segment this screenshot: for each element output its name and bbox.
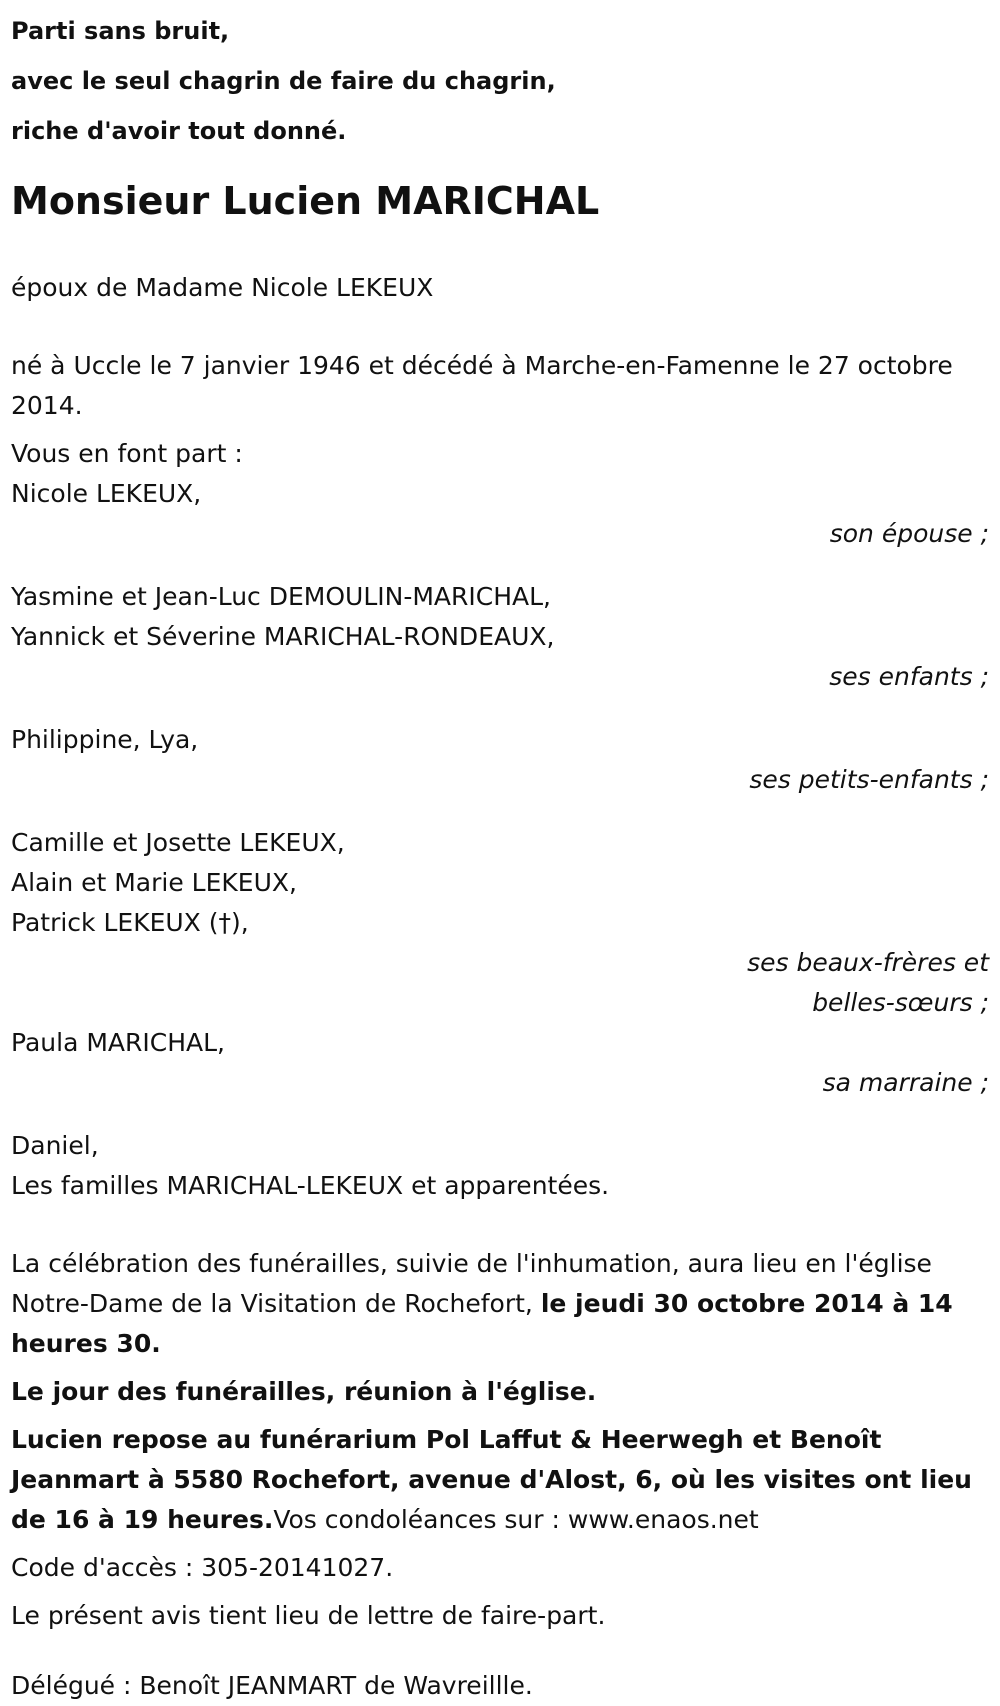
family-group-godmother bbox=[11, 1023, 989, 1103]
family-member: Alain et Marie LEKEUX, bbox=[11, 868, 297, 897]
relation-label: sa marraine ; bbox=[822, 1068, 989, 1097]
family-member: Nicole LEKEUX, bbox=[11, 479, 202, 508]
family-group-spouse bbox=[11, 474, 989, 554]
condolences-text: Vos condoléances sur : www.enaos.net bbox=[273, 1505, 759, 1534]
birth-death-line: né à Uccle le 7 janvier 1946 et décédé à Marche-en-Famenne le 27 octobre 2014. bbox=[11, 351, 953, 420]
notice-line: Le présent avis tient lieu de lettre de faire-part. bbox=[11, 1601, 606, 1630]
relation-label: ses enfants ; bbox=[829, 662, 989, 691]
family-member: Patrick LEKEUX (†), bbox=[11, 908, 249, 937]
epigraph-line: avec le seul chagrin de faire du chagrin, bbox=[11, 67, 556, 95]
family-group-in-laws bbox=[11, 823, 989, 1023]
meeting-line: Le jour des funérailles, réunion à l'église. bbox=[11, 1377, 597, 1406]
spouse-of-line: époux de Madame Nicole LEKEUX bbox=[11, 273, 434, 302]
ceremony-text: La célébration des funérailles, suivie de l'inhumation, aura lieu en l'église Notre-Dame de la Visitation de Rochefort, bbox=[11, 1249, 932, 1318]
family-member: Paula MARICHAL, bbox=[11, 1028, 225, 1057]
family-member: Daniel, bbox=[11, 1131, 99, 1160]
funeral-home-text: Lucien repose au funérarium Pol Laffut & Heerwegh et Benoît Jeanmart à 5580 Rochefort, avenue d'Alost, 6, où les visites ont lieu de 16 à 19 heures. bbox=[11, 1425, 972, 1534]
delegate-line: Délégué : Benoît JEANMART de Wavreillle. bbox=[11, 1671, 533, 1700]
announce-line: Vous en font part : bbox=[11, 439, 243, 468]
family-member: Yasmine et Jean-Luc DEMOULIN-MARICHAL, bbox=[11, 582, 552, 611]
family-member: Philippine, Lya, bbox=[11, 725, 199, 754]
relation-label: ses petits-enfants ; bbox=[749, 765, 989, 794]
epigraph-line: Parti sans bruit, bbox=[11, 17, 230, 45]
obituary-notice bbox=[11, 6, 989, 1706]
family-group-children bbox=[11, 577, 989, 697]
access-code-line: Code d'accès : 305-20141027. bbox=[11, 1553, 394, 1582]
epigraph-line: riche d'avoir tout donné. bbox=[11, 117, 347, 145]
family-member: Yannick et Séverine MARICHAL-RONDEAUX, bbox=[11, 622, 555, 651]
family-member: Les familles MARICHAL-LEKEUX et apparentées. bbox=[11, 1171, 610, 1200]
relation-label: son épouse ; bbox=[829, 519, 989, 548]
relation-label: ses beaux-frères et bbox=[747, 948, 989, 977]
family-member: Camille et Josette LEKEUX, bbox=[11, 828, 345, 857]
deceased-name-title: Monsieur Lucien MARICHAL bbox=[11, 179, 600, 223]
family-group-grandchildren bbox=[11, 720, 989, 800]
ceremony-date: le jeudi 30 octobre 2014 à 14 heures 30. bbox=[11, 1289, 953, 1358]
funeral-home-paragraph bbox=[11, 1420, 989, 1540]
ceremony-paragraph bbox=[11, 1244, 989, 1364]
family-group-others bbox=[11, 1126, 989, 1206]
relation-label: belles-sœurs ; bbox=[812, 988, 989, 1017]
epigraph bbox=[11, 6, 989, 156]
